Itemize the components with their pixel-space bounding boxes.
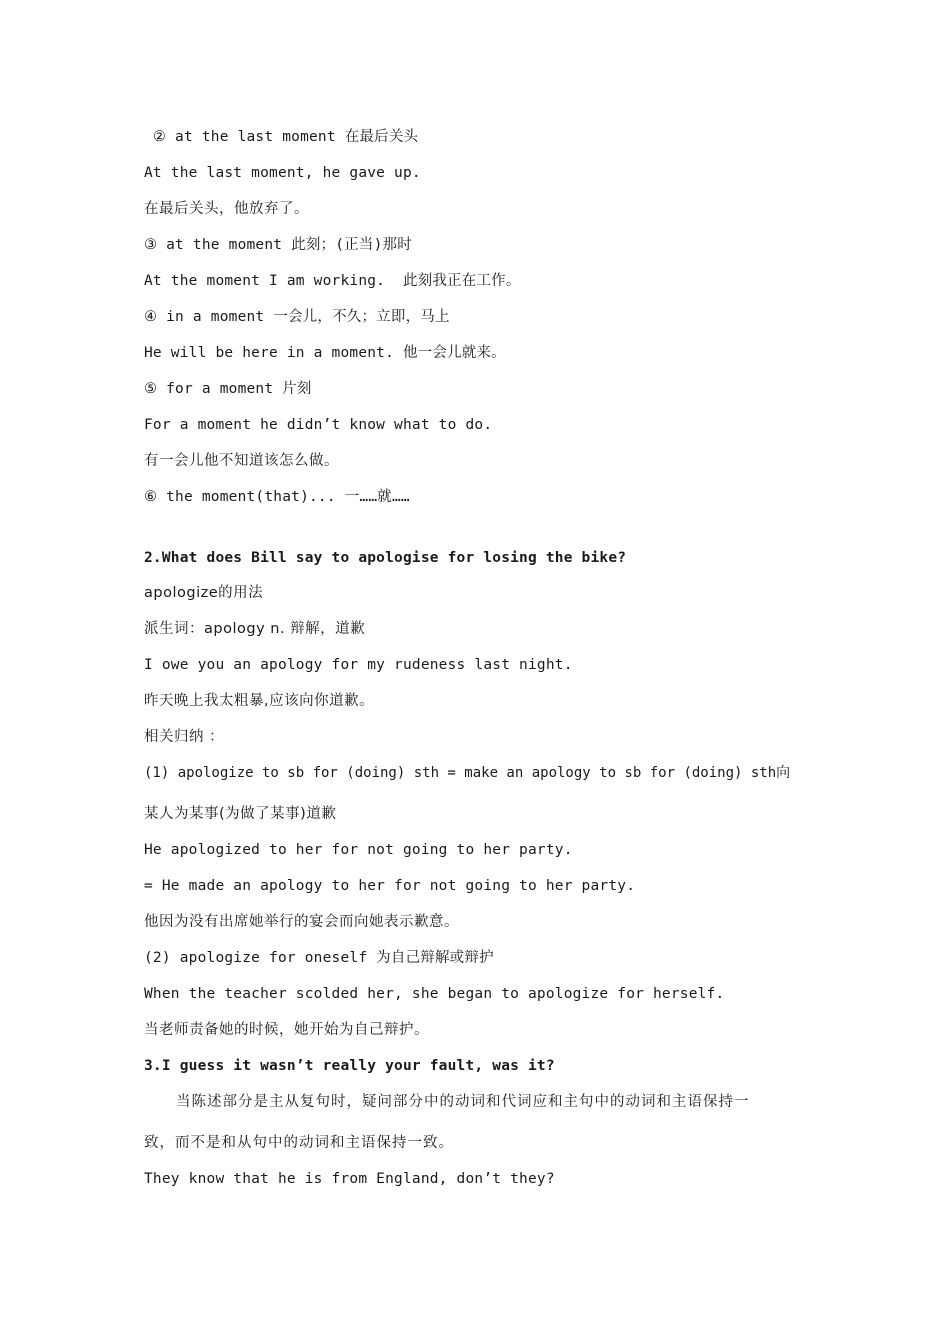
summary-title: 相关归纳 ：	[144, 729, 225, 745]
rule-2: (2) apologize for oneself 为自己辩解或辩护	[144, 950, 494, 966]
apologize-usage-title: apologize的用法	[144, 585, 264, 601]
section-2-heading: 2.What does Bill say to apologise for losing the bike?	[144, 550, 627, 566]
rule-1-example-zh: 他因为没有出席她举行的宴会而向她表示歉意。	[144, 914, 459, 930]
moment-item-5-example-en: For a moment he didn’t know what to do.	[144, 417, 493, 433]
moment-item-5-example-zh: 有一会儿他不知道该怎么做。	[144, 453, 339, 469]
rule-2-example-zh: 当老师责备她的时候，她开始为自己辩护。	[144, 1022, 429, 1038]
moment-item-5-title: ⑤ for a moment 片刻	[144, 381, 312, 397]
moment-item-2-example-zh: 在最后关头，他放弃了。	[144, 201, 309, 217]
apology-example-en: I owe you an apology for my rudeness last night.	[144, 657, 573, 673]
moment-item-4-example: He will be here in a moment. 他一会儿就来。	[144, 345, 506, 361]
rule-2-example-en: When the teacher scolded her, she began to apologize for herself.	[144, 986, 725, 1002]
rule-1-example-2: = He made an apology to her for not going to her party.	[144, 878, 636, 894]
moment-item-6-title: ⑥ the moment(that)... 一……就……	[144, 489, 410, 505]
moment-item-2-example-en: At the last moment, he gave up.	[144, 165, 421, 181]
section-3-explanation-line-1: 当陈述部分是主从复句时，疑问部分中的动词和代词应和主句中的动词和主语保持一	[176, 1094, 750, 1110]
moment-item-2-title: ② at the last moment 在最后关头	[144, 129, 419, 145]
apology-example-zh: 昨天晚上我太粗暴,应该向你道歉。	[144, 693, 375, 709]
moment-item-3-title: ③ at the moment 此刻；(正当)那时	[144, 237, 412, 253]
rule-1-line-1: (1) apologize to sb for (doing) sth = make an apology to sb for (doing) sth向	[144, 765, 791, 781]
section-3-heading: 3.I guess it wasn’t really your fault, was it?	[144, 1058, 555, 1074]
apology-derivative: 派生词：apology n. 辩解，道歉	[144, 621, 366, 637]
moment-item-4-title: ④ in a moment 一会儿，不久；立即，马上	[144, 309, 450, 325]
rule-1-example-1: He apologized to her for not going to her party.	[144, 842, 573, 858]
section-3-example: They know that he is from England, don’t they?	[144, 1171, 555, 1187]
moment-item-3-example: At the moment I am working. 此刻我正在工作。	[144, 273, 521, 289]
rule-1-line-2: 某人为某事(为做了某事)道歉	[144, 806, 337, 822]
section-3-explanation-line-2: 致，而不是和从句中的动词和主语保持一致。	[144, 1135, 454, 1151]
